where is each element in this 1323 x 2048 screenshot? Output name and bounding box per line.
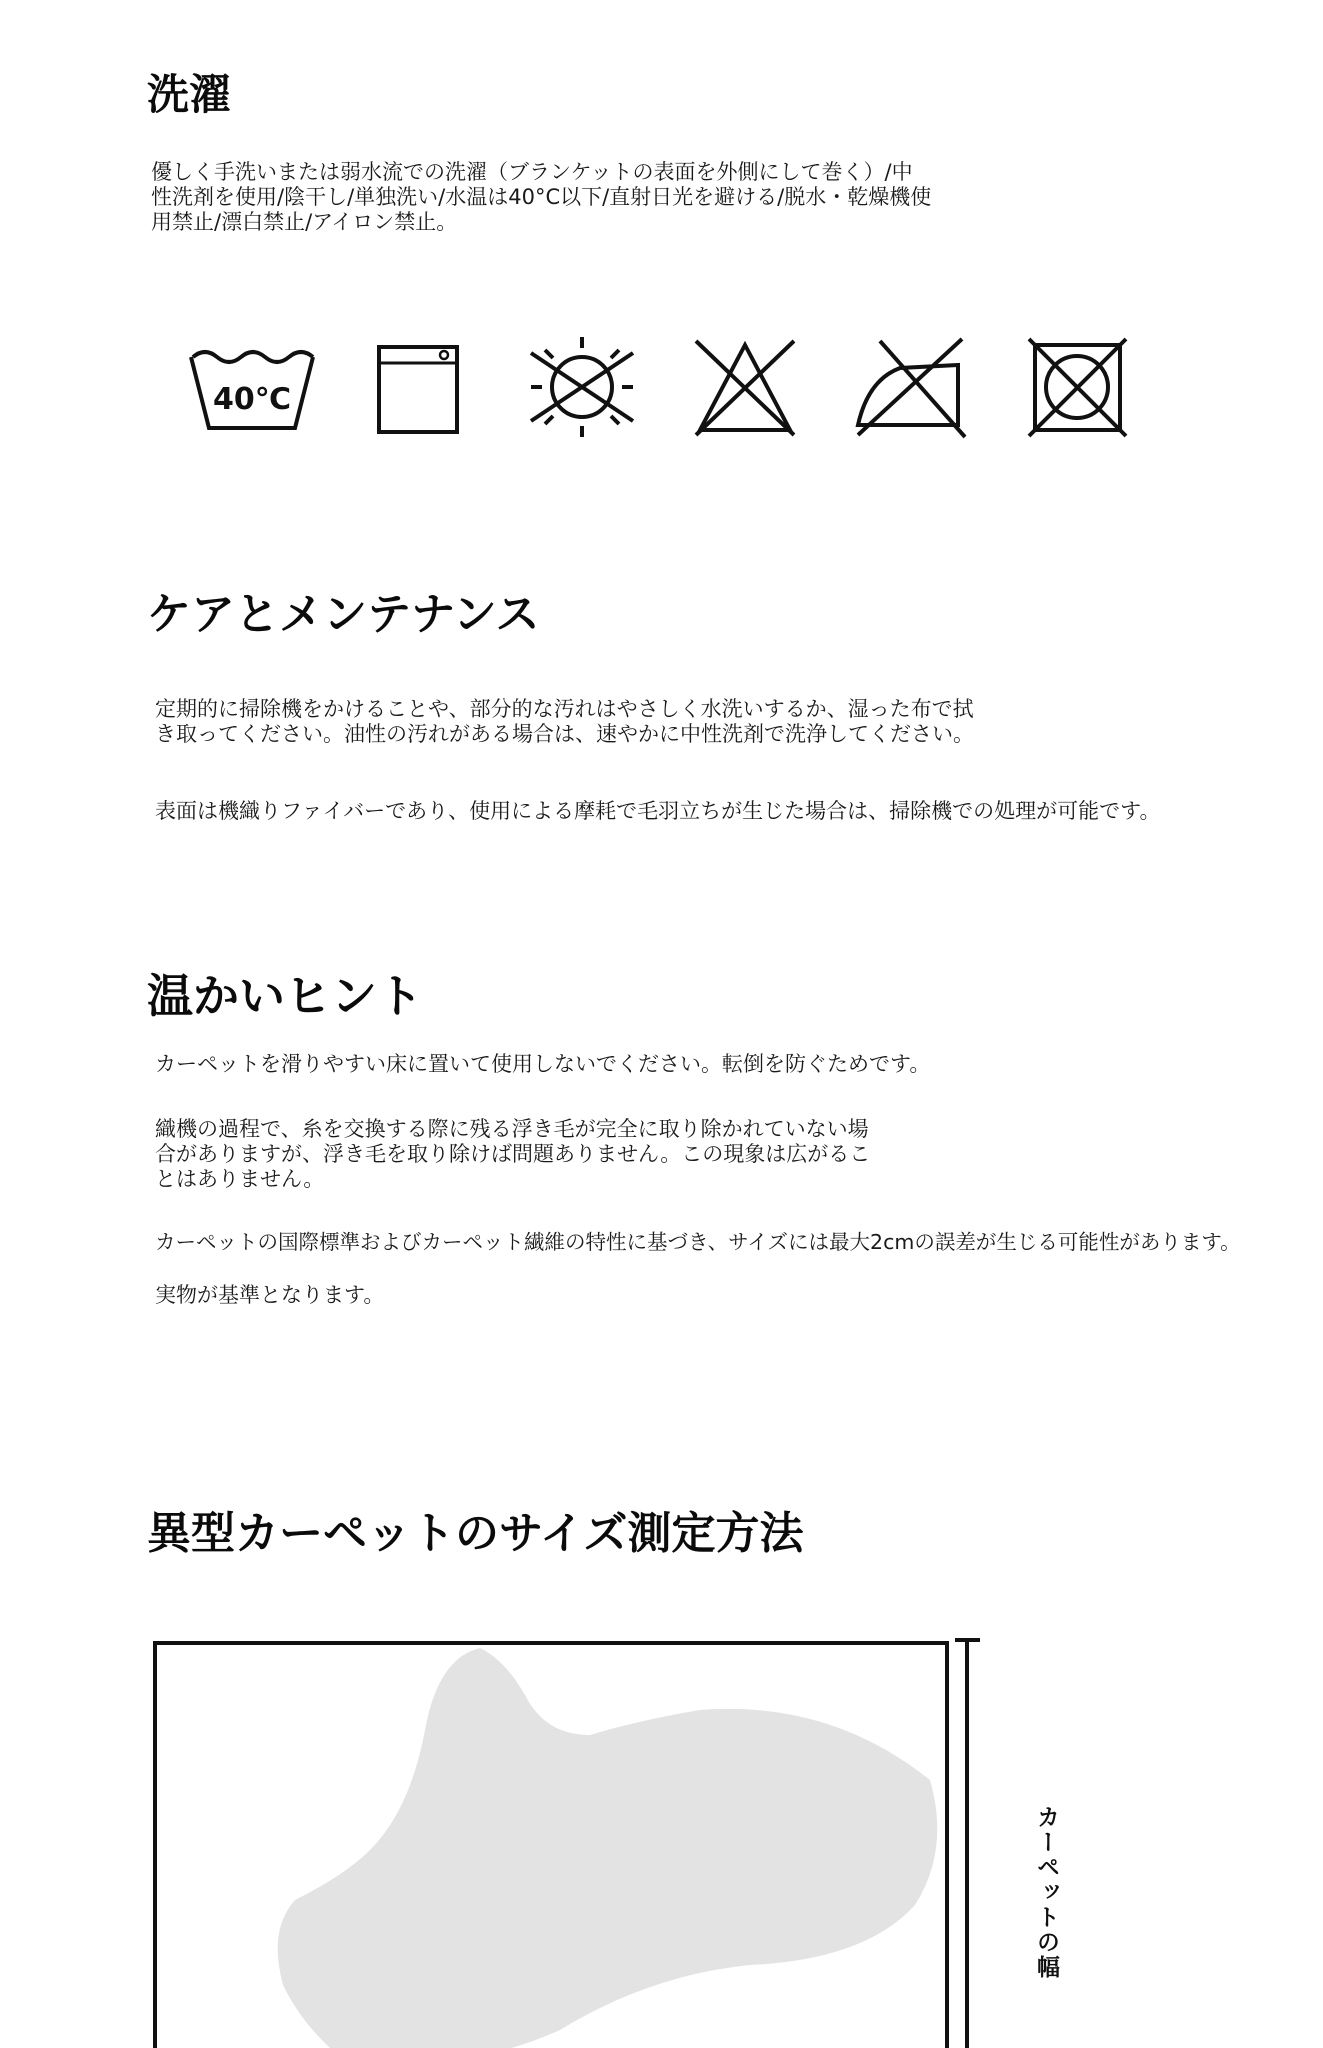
wash-40-icon bbox=[185, 335, 320, 450]
care-symbols bbox=[185, 335, 1135, 450]
no-tumble-dry-icon bbox=[1025, 335, 1130, 440]
care-paragraph-2: 表面は機織りファイバーであり、使用による摩耗で毛羽立ちが生じた場合は、掃除機での処理が可能です。 bbox=[155, 799, 1161, 823]
tips-title: 温かいヒント bbox=[147, 969, 423, 1023]
care-p1-line-2: き取ってください。油性の汚れがある場合は、速やかに中性洗剤で洗浄してください。 bbox=[155, 722, 974, 746]
washing-line-1: 優しく手洗いまたは弱水流での洗濯（ブランケットの表面を外側にして巻く）/中 bbox=[151, 160, 913, 184]
wash-temperature-label: 40℃ bbox=[212, 382, 292, 417]
no-bleach-icon bbox=[690, 335, 800, 440]
width-label: カーペットの幅 bbox=[1033, 1805, 1059, 1980]
tips-p2-line-2: 合がありますが、浮き毛を取り除けば問題ありません。この現象は広がるこ bbox=[155, 1142, 871, 1166]
irregular-rug-shape bbox=[278, 1648, 938, 2048]
care-p1-line-1: 定期的に掃除機をかけることや、部分的な汚れはやさしく水洗いするか、湿った布で拭 bbox=[155, 697, 974, 721]
washing-line-3: 用禁止/漂白禁止/アイロン禁止。 bbox=[151, 210, 458, 234]
measure-title: 異型カーペットのサイズ測定方法 bbox=[147, 1508, 804, 1559]
measurement-diagram bbox=[0, 1600, 1323, 2048]
tips-p2-line-1: 織機の過程で、糸を交換する際に残る浮き毛が完全に取り除かれていない場 bbox=[155, 1117, 869, 1141]
washing-line-2: 性洗剤を使用/陰干し/単独洗い/水温は40°C以下/直射日光を避ける/脱水・乾燥機使 bbox=[151, 185, 932, 209]
tips-paragraph-3: カーペットの国際標準およびカーペット繊維の特性に基づき、サイズには最大2cmの誤差が生じる可能性があります。 bbox=[155, 1230, 1241, 1254]
tips-paragraph-4: 実物が基準となります。 bbox=[155, 1283, 385, 1307]
care-title: ケアとメンテナンス bbox=[147, 589, 540, 640]
no-iron-icon bbox=[850, 335, 970, 440]
dryer-icon bbox=[375, 335, 465, 435]
no-sun-drying-icon bbox=[525, 335, 640, 440]
tips-p2-line-3: とはありません。 bbox=[155, 1167, 325, 1191]
tips-paragraph-1: カーペットを滑りやすい床に置いて使用しないでください。転倒を防ぐためです。 bbox=[155, 1052, 931, 1076]
washing-title: 洗濯 bbox=[147, 70, 232, 119]
